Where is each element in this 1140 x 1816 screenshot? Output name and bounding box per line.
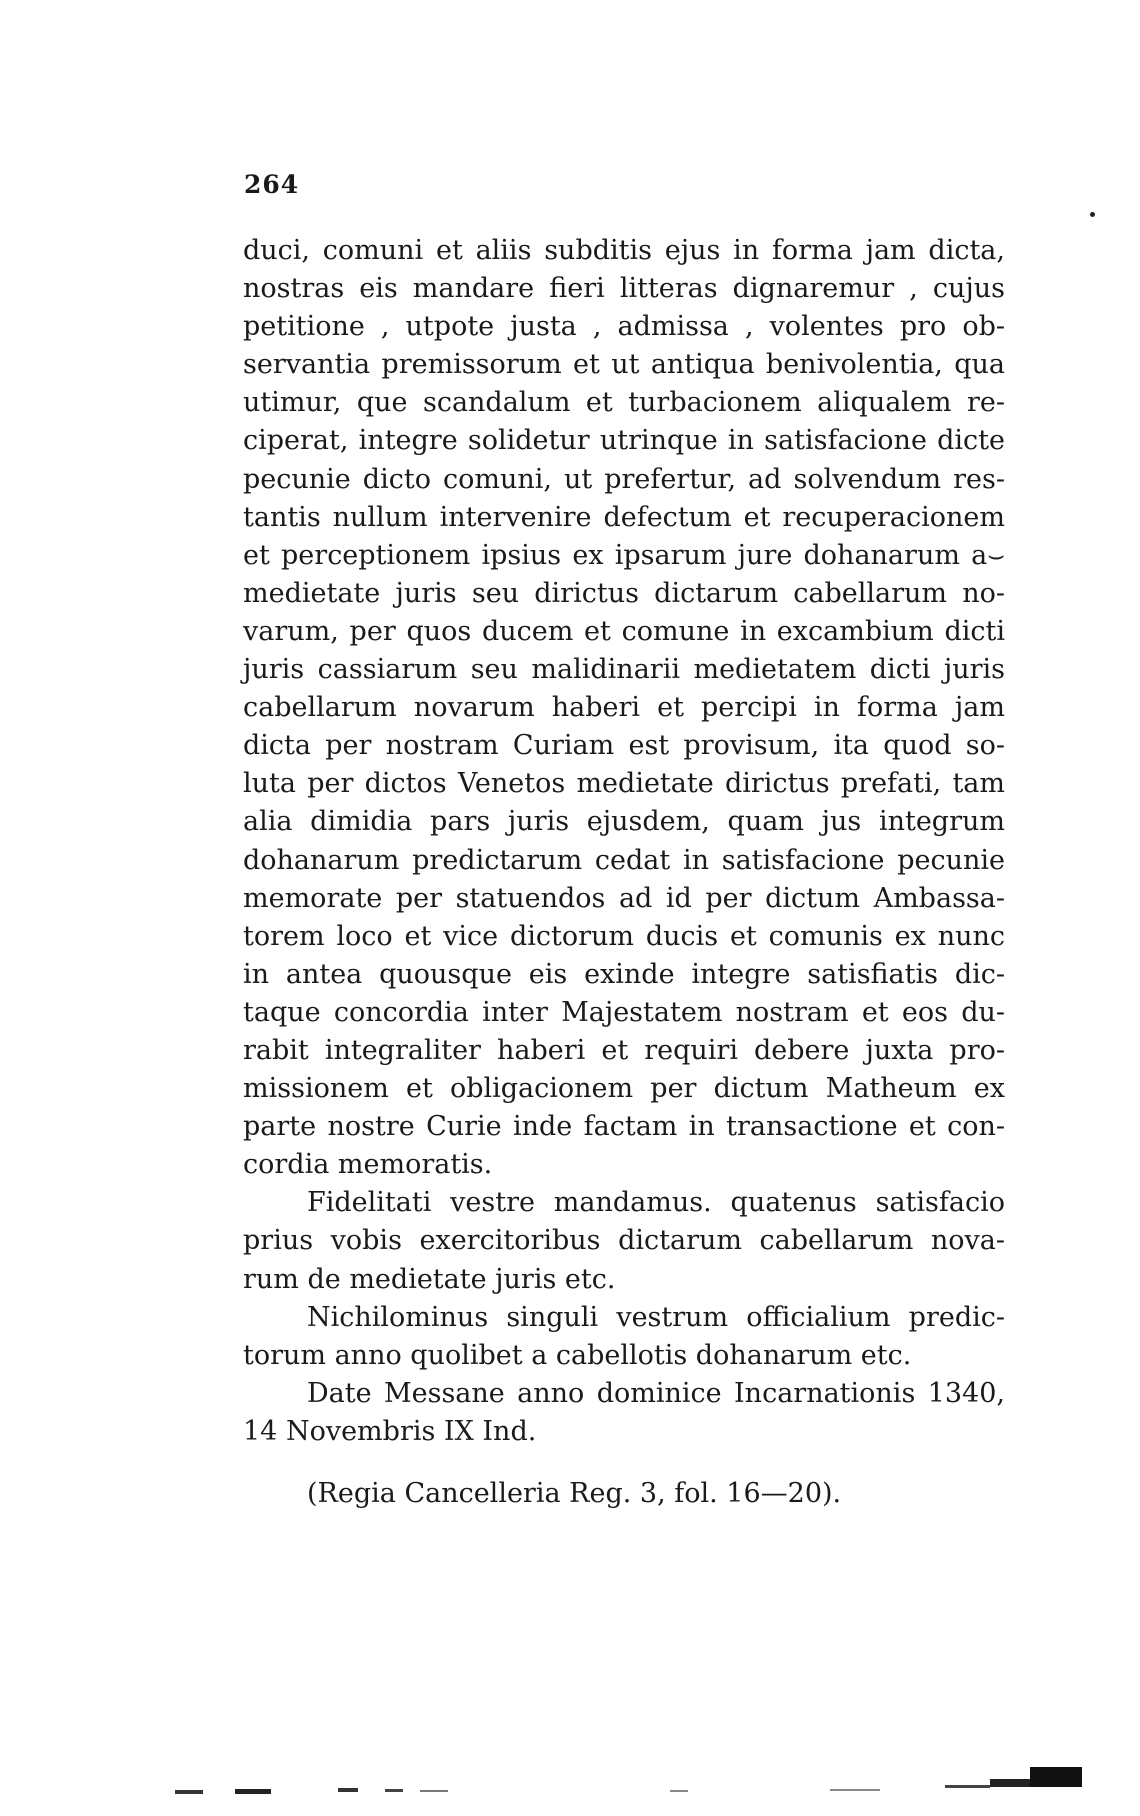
- text-line: medietate juris seu dirictus dictarum cabellarum no-: [243, 577, 1005, 609]
- scan-mark: [945, 1785, 990, 1788]
- text-line: duci, comuni et aliis subditis ejus in forma jam dicta,: [243, 235, 1005, 266]
- paragraph-mandate: [243, 1184, 1005, 1298]
- text-line: in antea quousque eis exinde integre satisfiatis dic-: [243, 958, 1005, 990]
- scan-artifacts: [0, 1755, 1140, 1816]
- text-line: cordia memoratis.: [243, 1149, 493, 1181]
- text-line: utimur, que scandalum et turbacionem aliqualem re-: [243, 387, 1005, 419]
- text-line: 14 Novembris IX Ind.: [243, 1415, 537, 1447]
- text-line: missionem et obligacionem per dictum Matheum ex: [243, 1073, 1005, 1105]
- text-line: Fidelitati vestre mandamus. quatenus satisfacio: [307, 1187, 1005, 1219]
- scan-mark: [670, 1790, 688, 1792]
- text-line: juris cassiarum seu malidinarii medietatem dicti juris: [243, 654, 1005, 686]
- text-line: memorate per statuendos ad id per dictum Ambassa-: [243, 882, 1005, 914]
- text-line: torum anno quolibet a cabellotis dohanarum etc.: [243, 1339, 912, 1371]
- text-line: cabellarum novarum haberi et percipi in forma jam: [243, 692, 1005, 724]
- text-line: nostras eis mandare fieri litteras dignaremur , cujus: [243, 273, 1005, 305]
- text-line: pecunie dicto comuni, ut prefertur, ad solvendum res-: [243, 463, 1005, 495]
- text-line: tantis nullum intervenire defectum et recuperacionem: [243, 501, 1005, 533]
- text-line: parte nostre Curie inde factam in transactione et con-: [243, 1111, 1005, 1143]
- scan-mark: [385, 1789, 403, 1792]
- text-line: varum, per quos ducem et comune in excambium dicti: [243, 615, 1005, 647]
- text-line: Nichilominus singuli vestrum officialium predic-: [307, 1301, 1005, 1333]
- archival-citation: (Regia Cancelleria Reg. 3, fol. 16—20).: [307, 1478, 842, 1509]
- scan-mark: [1030, 1767, 1082, 1787]
- text-line: ciperat, integre solidetur utrinque in satisfacione dicte: [243, 425, 1005, 457]
- text-line: alia dimidia pars juris ejusdem, quam jus integrum: [243, 806, 1005, 838]
- scan-mark: [990, 1779, 1030, 1787]
- main-text: [243, 232, 1005, 1451]
- text-line: dohanarum predictarum cedat in satisfacione pecunie: [243, 844, 1005, 876]
- text-line: torem loco et vice dictorum ducis et comunis ex nunc: [243, 920, 1005, 952]
- text-line: rabit integraliter haberi et requiri debere juxta pro-: [243, 1034, 1005, 1066]
- scan-mark: [338, 1788, 358, 1792]
- text-line: dicta per nostram Curiam est provisum, ita quod so-: [243, 730, 1005, 762]
- scan-mark: [420, 1790, 448, 1792]
- paragraph-continuation: [243, 232, 1005, 1184]
- scan-mark: [175, 1790, 203, 1794]
- scan-speck: [1090, 212, 1095, 217]
- text-line: et perceptionem ipsius ex ipsarum jure dohanarum a⌣: [243, 539, 1005, 571]
- text-line: luta per dictos Venetos medietate dirictus prefati, tam: [243, 768, 1005, 800]
- text-line: rum de medietate juris etc.: [243, 1263, 616, 1295]
- text-line: Date Messane anno dominice Incarnationis 1340,: [307, 1377, 1005, 1409]
- text-line: petitione , utpote justa , admissa , volentes pro ob-: [243, 311, 1005, 343]
- page-number: 264: [244, 170, 300, 199]
- text-line: taque concordia inter Majestatem nostram et eos du-: [243, 996, 1005, 1028]
- text-line: servantia premissorum et ut antiqua benivolentia, qua: [243, 349, 1005, 381]
- scan-mark: [830, 1789, 880, 1791]
- paragraph-officials: [243, 1299, 1005, 1375]
- text-line: prius vobis exercitoribus dictarum cabellarum nova-: [243, 1225, 1005, 1257]
- paragraph-date: [243, 1375, 1005, 1451]
- scan-mark: [235, 1789, 271, 1794]
